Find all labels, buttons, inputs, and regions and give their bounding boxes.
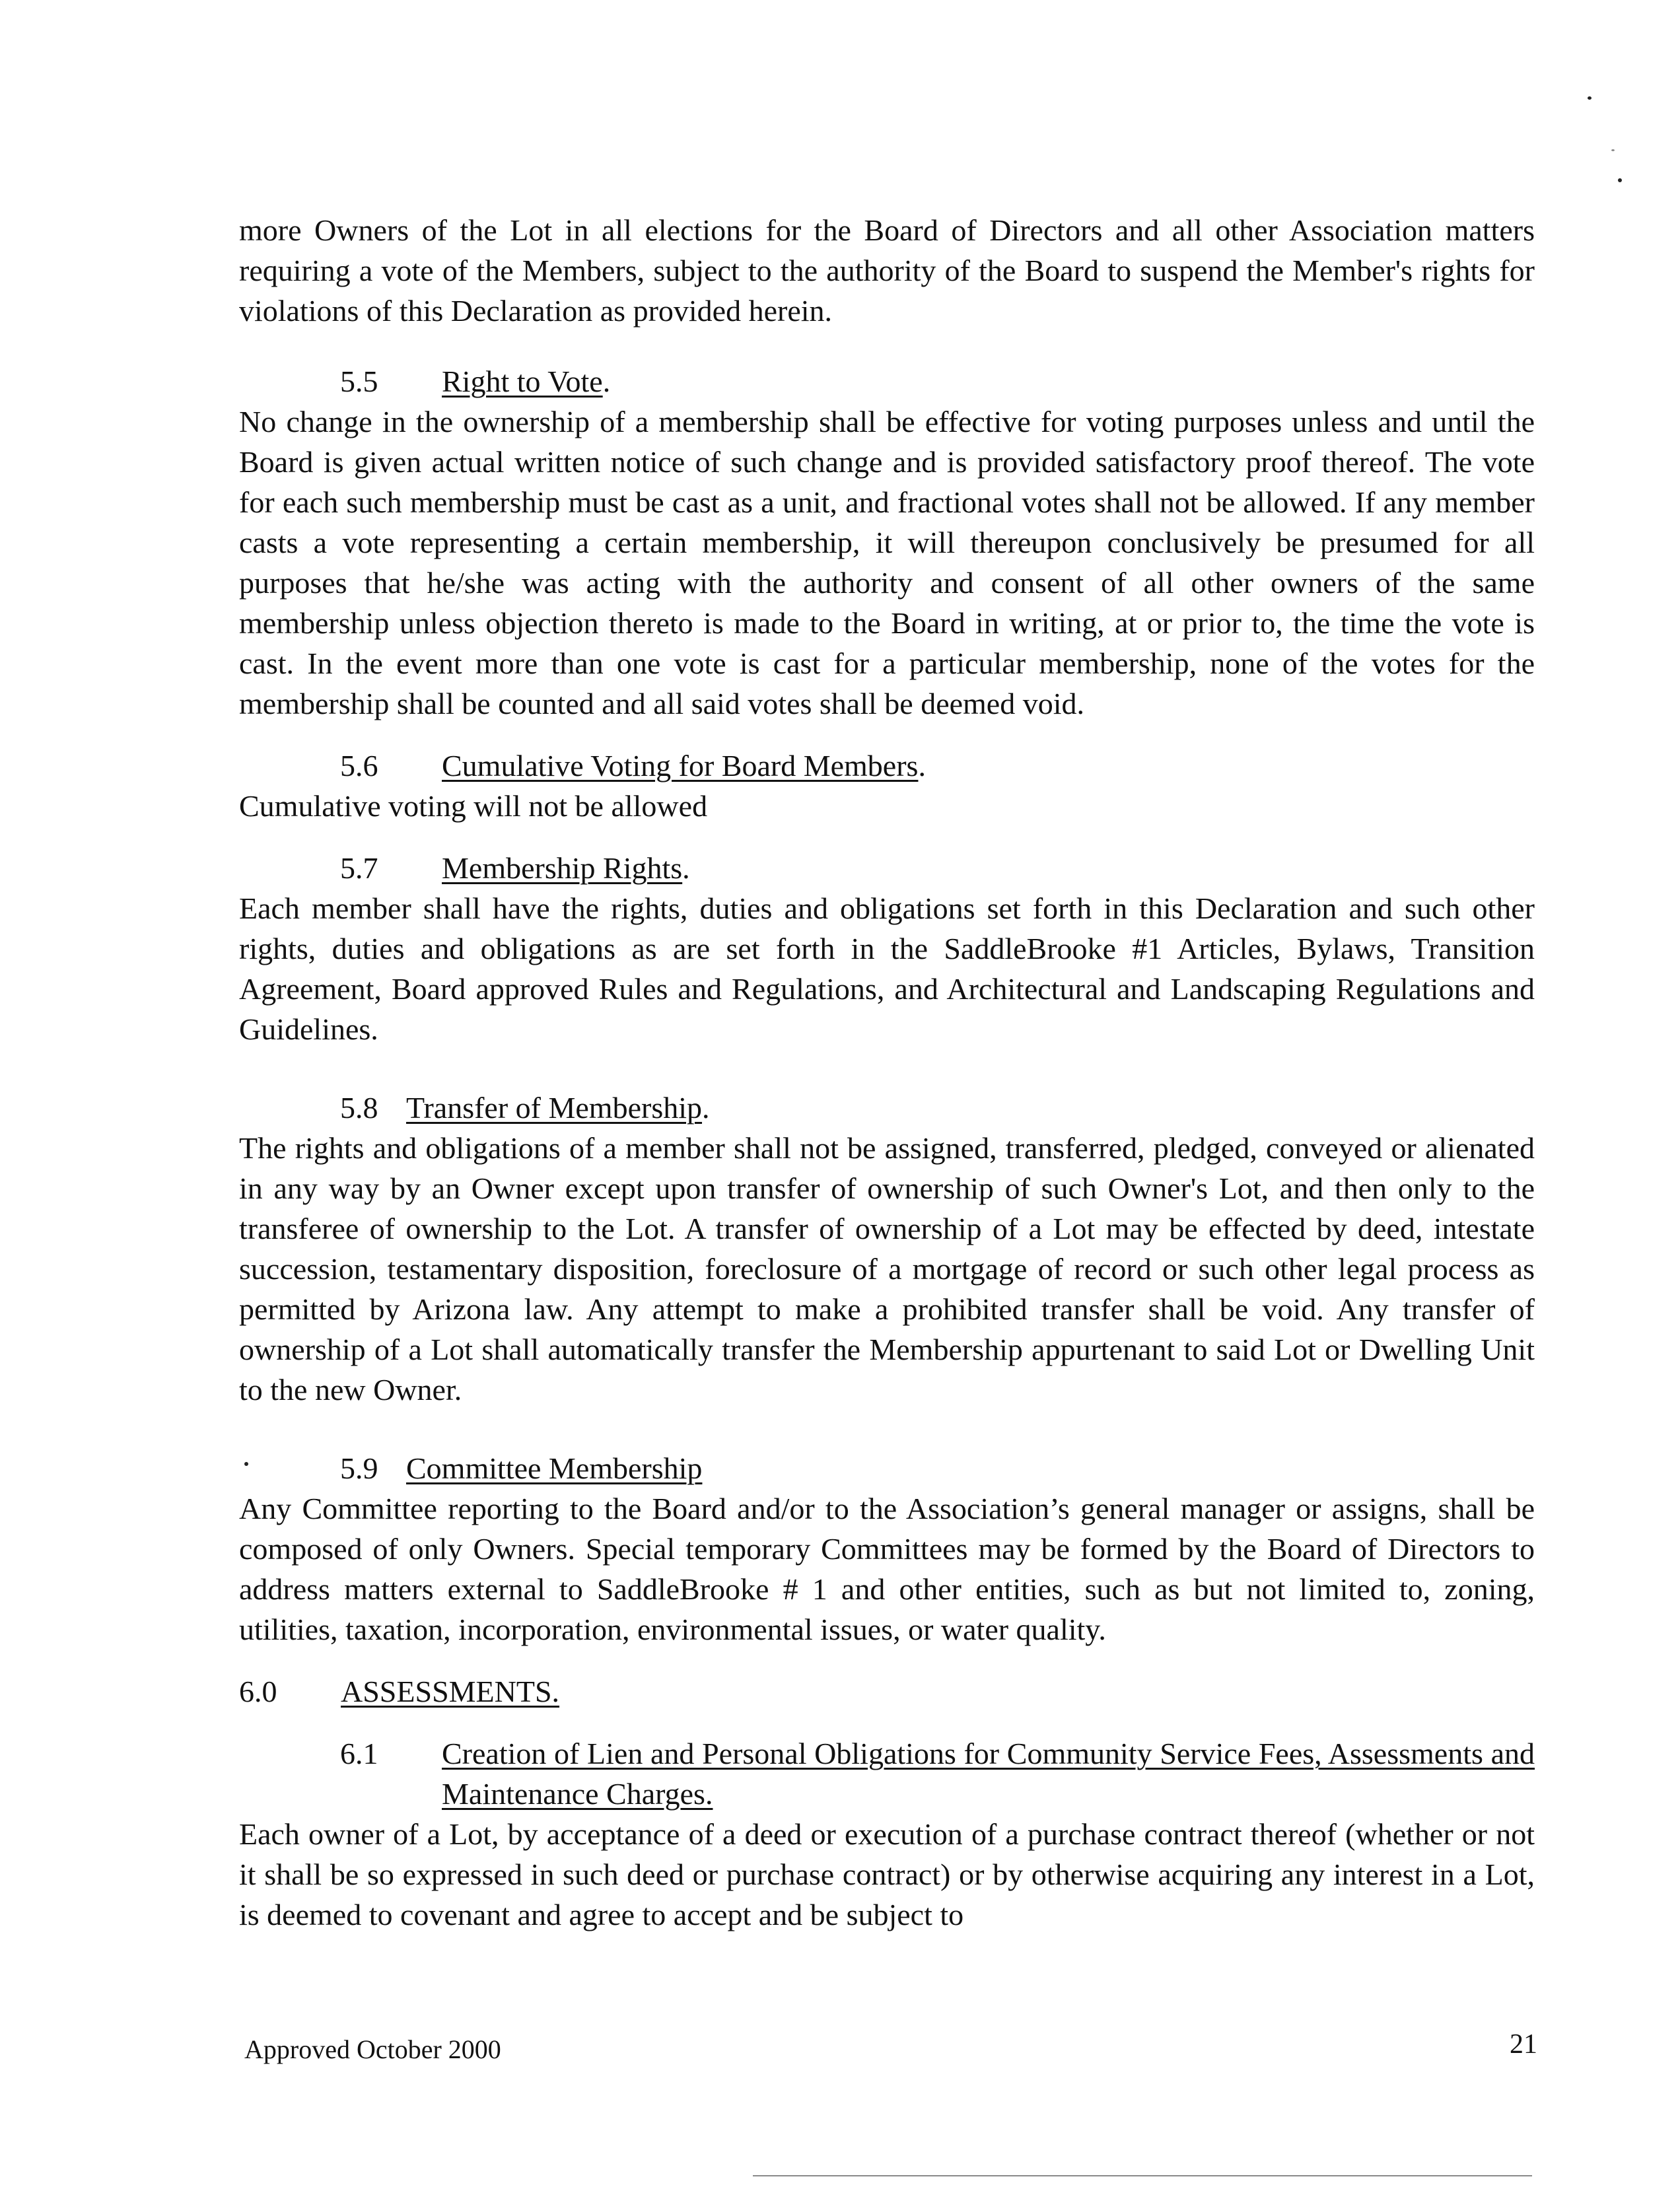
section-number: 6.1: [340, 1737, 378, 1770]
scan-speck: [1588, 96, 1592, 100]
section-number: 5.9: [340, 1451, 378, 1485]
section-number: 5.5: [340, 364, 378, 398]
section-5-7-body: Each member shall have the rights, duties and obligations set forth in this Declaration and such other rights, duties and obligations as are set forth in the SaddleBrooke #1 Articles, Bylaws, Transition Agreement, Board approved Rules and Regulations, and Architectural and Landscaping Regulations and Guidelines.: [239, 891, 1535, 1046]
section-5-5-body: No change in the ownership of a membership shall be effective for voting purposes unless and until the Board is given actual written notice of such change and is provided satisfactory proof thereof. The vote for each such membership must be cast as a unit, and fractional votes shall not be allowed. If any member casts a vote representing a certain membership, it will thereupon conclusively be presumed for all purposes that he/she was acting with the authority and consent of all other owners of the same membership unless objection thereto is made to the Board in writing, at or prior to, the time the vote is cast. In the event more than one vote is cast for a particular membership, none of the votes for the membership shall be counted and all said votes shall be deemed void.: [239, 405, 1535, 720]
section-5-9-heading: [239, 1448, 1535, 1488]
section-title: Right to Vote: [442, 364, 603, 398]
section-6-1-body: Each owner of a Lot, by acceptance of a deed or execution of a purchase contract thereof (whether or not it shall be so expressed in such deed or purchase contract) or by otherwise acquiring any interest in a Lot, is deemed to covenant and agree to accept and be subject to: [239, 1817, 1535, 1931]
intro-paragraph: more Owners of the Lot in all elections for the Board of Directors and all other Association matters requiring a vote of the Members, subject to the authority of the Board to suspend the Member's rights for violations of this Declaration as provided herein.: [239, 213, 1535, 328]
section-5-6-heading: 5.6 Cumulative Voting for Board Members.: [239, 746, 1535, 786]
page-number: 21: [1510, 2029, 1537, 2060]
scan-speck: [1611, 149, 1615, 151]
section-title: Committee Membership: [406, 1451, 703, 1485]
document-body: [239, 210, 1535, 1935]
section-5-6-body: Cumulative voting will not be allowed: [239, 789, 708, 823]
section-5-5-heading: 5.5 Right to Vote.: [239, 361, 1535, 401]
section-number: 6.0: [239, 1675, 277, 1708]
section-title: Creation of Lien and Personal Obligations for Community Service Fees, Assessments and Maintenance Charges.: [442, 1737, 1535, 1811]
section-5-7-heading: 5.7 Membership Rights.: [239, 848, 1535, 888]
section-number: 5.8: [340, 1091, 378, 1125]
section-title: Cumulative Voting for Board Members: [442, 749, 919, 782]
section-5-8-body: The rights and obligations of a member shall not be assigned, transferred, pledged, conveyed or alienated in any way by an Owner except upon transfer of ownership of such Owner's Lot, and then only to the transferee of ownership to the Lot. A transfer of ownership of a Lot may be effected by deed, intestate succession, testamentary disposition, foreclosure of a mortgage of record or such other legal process as permitted by Arizona law. Any attempt to make a prohibited transfer shall be void. Any transfer of ownership of a Lot shall automatically transfer the Membership appurtenant to said Lot or Dwelling Unit to the new Owner.: [239, 1131, 1535, 1406]
section-6-0-heading: [239, 1671, 1535, 1712]
scan-speck: [1618, 178, 1622, 182]
section-6-1-heading: [239, 1733, 1535, 1814]
section-5-8-heading: 5.8 Transfer of Membership.: [239, 1088, 1535, 1128]
section-5-9-body: Any Committee reporting to the Board and/or to the Association’s general manager or assigns, shall be composed of only Owners. Special temporary Committees may be formed by the Board of Directors to address matters external to SaddleBrooke # 1 and other entities, such as but not limited to, zoning, utilities, taxation, incorporation, environmental issues, or water quality.: [239, 1492, 1535, 1646]
section-number: 5.7: [340, 851, 378, 885]
approval-note: Approved October 2000: [244, 2034, 501, 2064]
section-title: Transfer of Membership: [406, 1091, 703, 1125]
section-title: ASSESSMENTS.: [341, 1675, 560, 1708]
scan-edge-line: [753, 2175, 1532, 2176]
section-number: 5.6: [340, 749, 378, 782]
section-title: Membership Rights: [442, 851, 683, 885]
